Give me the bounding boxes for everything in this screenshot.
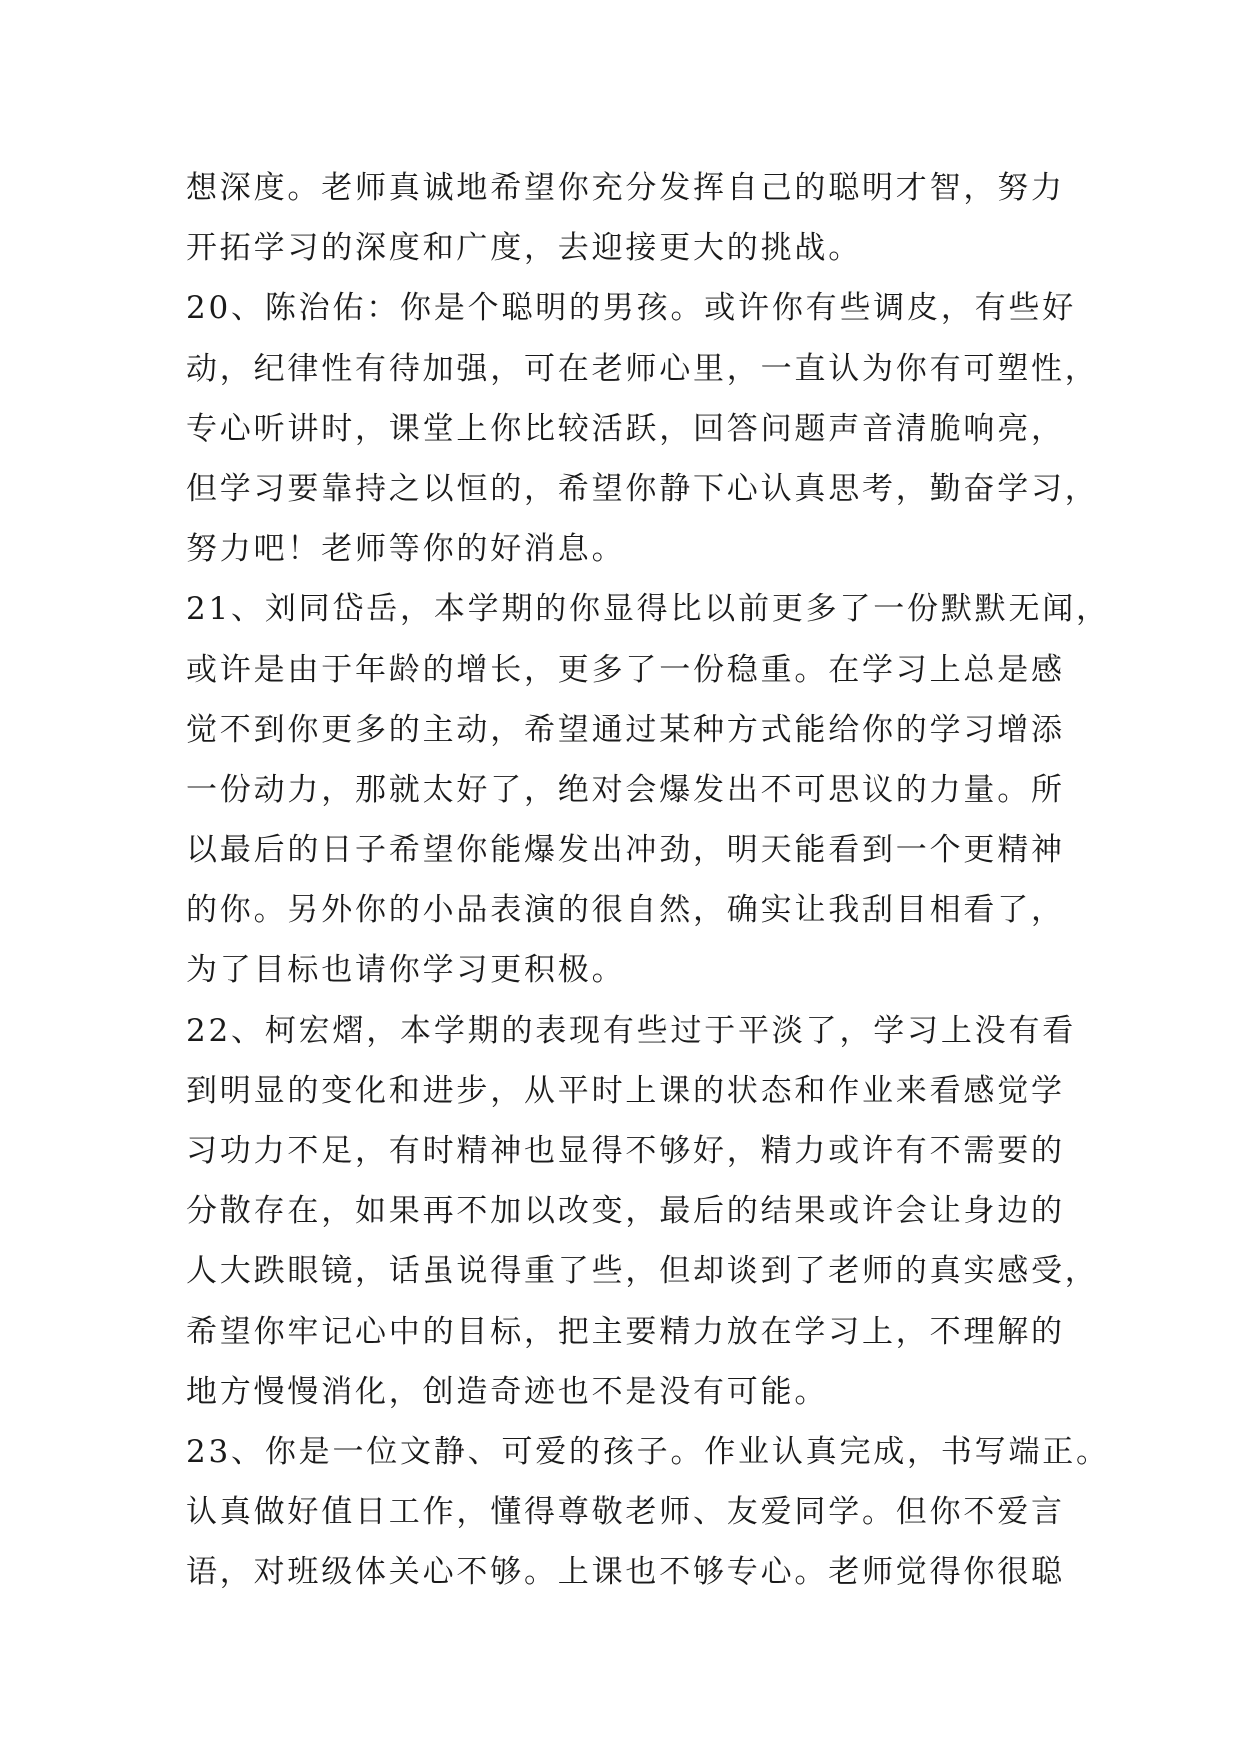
text-line: 动，纪律性有待加强，可在老师心里，一直认为你有可塑性， (186, 350, 1099, 387)
text-line: 到明显的变化和进步，从平时上课的状态和作业来看感觉学 (186, 1072, 1065, 1109)
text-line: 22、柯宏熠，本学期的表现有些过于平淡了，学习上没有看 (186, 1012, 1077, 1049)
text-line: 的你。另外你的小品表演的很自然，确实让我刮目相看了， (186, 892, 1065, 929)
text-line: 习功力不足，有时精神也显得不够好，精力或许有不需要的 (186, 1133, 1065, 1169)
text-line: 以最后的日子希望你能爆发出冲劲，明天能看到一个更精神 (186, 832, 1065, 869)
text-line: 希望你牢记心中的目标，把主要精力放在学习上，不理解的 (186, 1313, 1065, 1350)
text-line: 但学习要靠持之以恒的，希望你静下心认真思考，勤奋学习， (186, 470, 1099, 507)
text-line: 为了目标也请你学习更积极。 (186, 952, 626, 989)
text-line: 地方慢慢消化，创造奇迹也不是没有可能。 (186, 1373, 829, 1410)
text-line: 分散存在，如果再不加以改变，最后的结果或许会让身边的 (186, 1193, 1065, 1230)
text-line: 认真做好值日工作，懂得尊敬老师、友爱同学。但你不爱言 (186, 1494, 1065, 1531)
text-line: 一份动力，那就太好了，绝对会爆发出不可思议的力量。所 (186, 771, 1065, 808)
text-line: 21、刘同岱岳，本学期的你显得比以前更多了一份默默无闻， (186, 591, 1110, 628)
text-line: 专心听讲时，课堂上你比较活跃，回答问题声音清脆响亮， (186, 410, 1065, 447)
text-line: 20、陈治佑：你是个聪明的男孩。或许你有些调皮，有些好 (186, 290, 1077, 327)
text-line: 语，对班级体关心不够。上课也不够专心。老师觉得你很聪 (186, 1554, 1065, 1591)
text-line: 开拓学习的深度和广度，去迎接更大的挑战。 (186, 230, 862, 267)
text-line: 努力吧！老师等你的好消息。 (186, 531, 626, 568)
text-line: 想深度。老师真诚地希望你充分发挥自己的聪明才智，努力 (186, 170, 1065, 206)
text-line: 23、你是一位文静、可爱的孩子。作业认真完成，书写端正。 (186, 1433, 1110, 1470)
text-line: 人大跌眼镜，话虽说得重了些，但却谈到了老师的真实感受， (186, 1253, 1099, 1290)
document-body (186, 158, 1110, 1603)
text-line: 或许是由于年龄的增长，更多了一份稳重。在学习上总是感 (186, 651, 1065, 688)
text-line: 觉不到你更多的主动，希望通过某种方式能给你的学习增添 (186, 711, 1065, 748)
